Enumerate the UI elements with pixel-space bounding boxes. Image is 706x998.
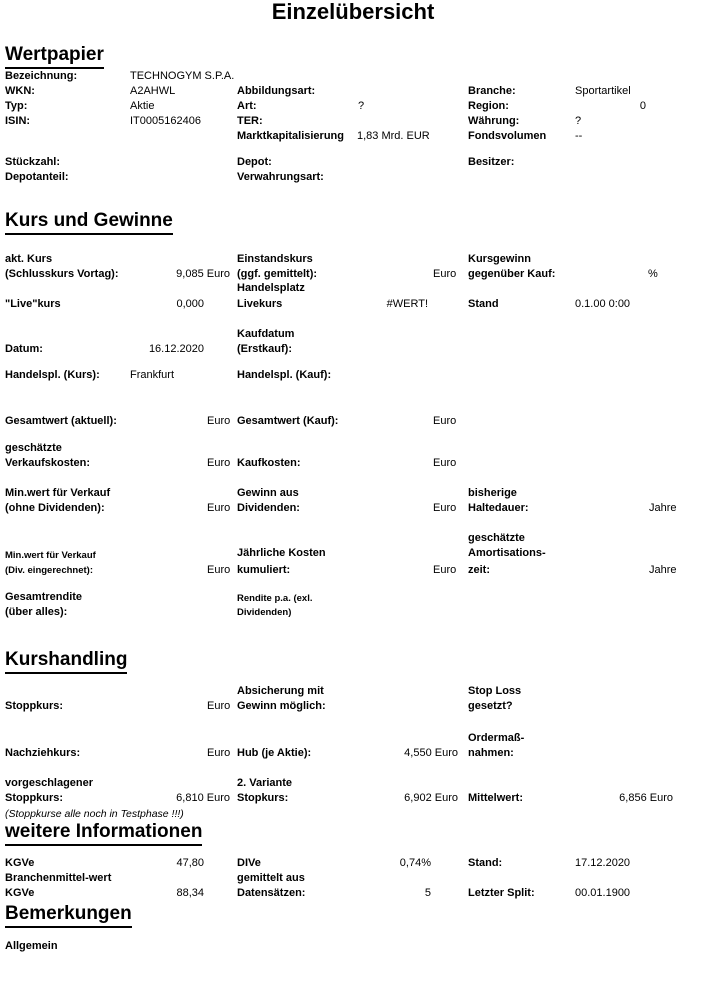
stoppkurs-label: Stoppkurs: [5,700,64,712]
livekurs-lokal-label: "Live"kurs [5,298,61,310]
depot-label: Depot: [237,156,272,168]
section-heading-weitere-informationen: weitere Informationen [5,822,202,846]
branchen-kgve-value: 88,34 [176,887,204,899]
amortisation-label-line3: zeit: [468,564,490,576]
vorschlag-stoppkurs-label-line2: Stoppkurs: [5,792,64,804]
jahreskosten-label-line2: kumuliert: [237,564,291,576]
nachziehkurs-label: Nachziehkurs: [5,747,81,759]
vorschlag-stoppkurs-value: 6,810 Euro [176,792,230,804]
marktkapitalisierung-label: Marktkapitalisierung [237,130,344,142]
amortisation-label-line1: geschätzte [468,532,525,544]
hub-label: Hub (je Aktie): [237,747,312,759]
stoploss-label-line2: gesetzt? [468,700,513,712]
art-value: ? [358,100,365,112]
stoppkurs-unit: Euro [207,700,231,712]
vorschlag-stoppkurs-label-line1: vorgeschlagener [5,777,94,789]
einstandskurs-unit: Euro [433,268,457,280]
info-stand-value: 17.12.2020 [575,857,631,869]
hub-value: 4,550 Euro [404,747,458,759]
wkn-label: WKN: [5,85,35,97]
branche-label: Branche: [468,85,516,97]
gesamtwert-aktuell-label: Gesamtwert (aktuell): [5,415,117,427]
info-stand-label: Stand: [468,857,503,869]
kaufkosten-label: Kaufkosten: [237,457,301,469]
gesamtrendite-label-line1: Gesamtrendite [5,591,83,603]
variante2-label-line2: Stopkurs: [237,792,289,804]
typ-value: Aktie [130,100,155,112]
waehrung-value: ? [575,115,582,127]
minwert-mit-div-label-line2: (Div. eingerechnet): [5,565,93,576]
abbildungsart-label: Abbildungsart: [237,85,316,97]
haltedauer-label-line1: bisherige [468,487,517,499]
handelsplatz-kurs-label: Handelspl. (Kurs): [5,369,100,381]
fondsvolumen-value: -- [575,130,583,142]
akt-kurs-label-line1: akt. Kurs [5,253,53,265]
bezeichnung-value: TECHNOGYM S.P.A. [130,70,235,82]
stand-value: 0.1.00 0:00 [575,298,631,310]
waehrung-label: Währung: [468,115,520,127]
kursgewinn-label-line2: gegenüber Kauf: [468,268,556,280]
datum-value: 16.12.2020 [148,343,204,355]
bezeichnung-label: Bezeichnung: [5,70,78,82]
nachziehkurs-unit: Euro [207,747,231,759]
letzter-split-value: 00.01.1900 [575,887,631,899]
ordermassnahmen-label-line1: Ordermaß- [468,732,525,744]
gesamtwert-kauf-label: Gesamtwert (Kauf): [237,415,339,427]
rendite-pa-label-line2: Dividenden) [237,607,292,618]
gewinn-dividenden-unit: Euro [433,502,457,514]
dive-label: DIVe [237,857,261,869]
gewinn-dividenden-label-line2: Dividenden: [237,502,300,514]
verkaufskosten-unit: Euro [207,457,231,469]
section-heading-bemerkungen: Bemerkungen [5,904,132,928]
section-heading-wertpapier: Wertpapier [5,45,104,69]
stoploss-label-line1: Stop Loss [468,685,522,697]
minwert-mit-div-unit: Euro [207,564,231,576]
allgemein-label: Allgemein [5,940,58,952]
datensaetze-label-line2: Datensätzen: [237,887,306,899]
akt-kurs-value: 9,085 Euro [176,268,230,280]
stand-label: Stand [468,298,499,310]
gesamtrendite-label-line2: (über alles): [5,606,68,618]
gesamtwert-aktuell-unit: Euro [207,415,231,427]
datensaetze-label-line1: gemittelt aus [237,872,305,884]
branche-value: Sportartikel [575,85,631,97]
jahreskosten-label-line1: Jährliche Kosten [237,547,326,559]
stueckzahl-label: Stückzahl: [5,156,61,168]
akt-kurs-label-line2: (Schlusskurs Vortag): [5,268,119,280]
handelsplatz-kauf-label: Handelspl. (Kauf): [237,369,332,381]
kursgewinn-label-line1: Kursgewinn [468,253,531,265]
kaufdatum-label-line1: Kaufdatum [237,328,295,340]
letzter-split-label: Letzter Split: [468,887,535,899]
livekurs-value: #WERT! [386,298,428,310]
datensaetze-value: 5 [424,887,431,899]
minwert-mit-div-label-line1: Min.wert für Verkauf [5,550,96,561]
testphase-hinweis: (Stoppkurse alle noch in Testphase !!!) [5,808,184,820]
typ-label: Typ: [5,100,28,112]
isin-label: ISIN: [5,115,31,127]
verkaufskosten-label-line2: Verkaufskosten: [5,457,90,469]
einstandskurs-label-line1: Einstandskurs [237,253,313,265]
gewinn-dividenden-label-line1: Gewinn aus [237,487,299,499]
besitzer-label: Besitzer: [468,156,515,168]
kaufdatum-label-line2: (Erstkauf): [237,343,293,355]
kgve-value: 47,80 [176,857,204,869]
kgve-label: KGVe [5,857,35,869]
haltedauer-label-line2: Haltedauer: [468,502,529,514]
ter-label: TER: [237,115,263,127]
isin-value: IT0005162406 [130,115,201,127]
minwert-ohne-div-unit: Euro [207,502,231,514]
handelsplatz-kurs-value: Frankfurt [130,369,175,381]
ordermassnahmen-label-line2: nahmen: [468,747,514,759]
section-heading-kurs-und-gewinne: Kurs und Gewinne [5,211,173,235]
branchen-kgve-label-line2: KGVe [5,887,35,899]
kursgewinn-unit: % [648,268,658,280]
absicherung-label-line2: Gewinn möglich: [237,700,326,712]
section-heading-kurshandling: Kurshandling [5,650,127,674]
verwahrungsart-label: Verwahrungsart: [237,171,324,183]
haltedauer-unit: Jahre [649,502,677,514]
livekurs-label: Livekurs [237,298,283,310]
minwert-ohne-div-label-line2: (ohne Dividenden): [5,502,105,514]
mittelwert-label: Mittelwert: [468,792,523,804]
verkaufskosten-label-line1: geschätzte [5,442,62,454]
fondsvolumen-label: Fondsvolumen [468,130,547,142]
mittelwert-value: 6,856 Euro [619,792,673,804]
amortisation-unit: Jahre [649,564,677,576]
depotanteil-label: Depotanteil: [5,171,69,183]
datum-label: Datum: [5,343,43,355]
variante2-value: 6,902 Euro [404,792,458,804]
amortisation-label-line2: Amortisations- [468,547,546,559]
einstandskurs-label-line2: (ggf. gemittelt): [237,268,318,280]
handelsplatz-label: Handelsplatz [237,282,305,294]
jahreskosten-unit: Euro [433,564,457,576]
gesamtwert-kauf-unit: Euro [433,415,457,427]
page-title: Einzelübersicht [271,0,435,24]
absicherung-label-line1: Absicherung mit [237,685,324,697]
rendite-pa-label-line1: Rendite p.a. (exl. [237,593,313,604]
wkn-value: A2AHWL [130,85,176,97]
variante2-label-line1: 2. Variante [237,777,293,789]
region-label: Region: [468,100,509,112]
dive-value: 0,74% [399,857,431,869]
branchen-kgve-label-line1: Branchenmittel-wert [5,872,112,884]
art-label: Art: [237,100,257,112]
kaufkosten-unit: Euro [433,457,457,469]
minwert-ohne-div-label-line1: Min.wert für Verkauf [5,487,111,499]
marktkapitalisierung-value: 1,83 Mrd. EUR [357,130,430,142]
region-value: 0 [639,100,646,112]
livekurs-lokal-value: 0,000 [176,298,204,310]
